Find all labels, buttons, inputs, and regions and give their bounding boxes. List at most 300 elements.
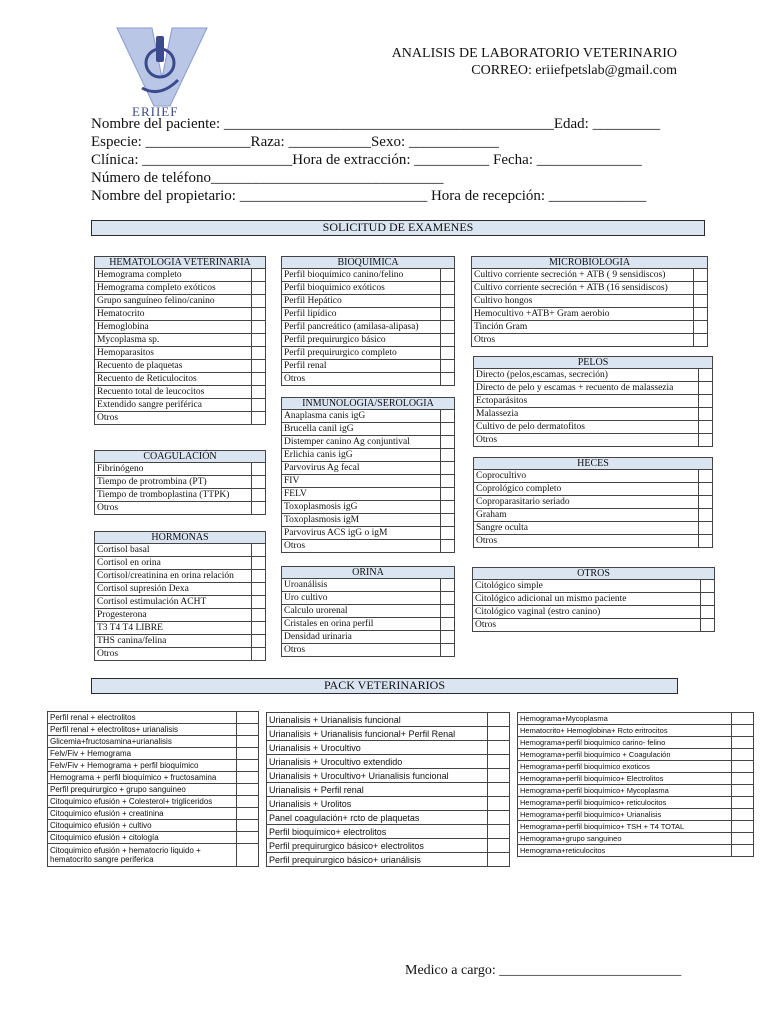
exam-row xyxy=(282,436,455,449)
exam-checkbox[interactable] xyxy=(440,605,454,618)
pack-row xyxy=(267,853,510,867)
section-coagulacion xyxy=(94,450,266,515)
exam-row xyxy=(95,544,266,557)
exam-checkbox[interactable] xyxy=(251,347,265,360)
species-line[interactable]: Especie: ______________Raza: ___________Sexo: ____________ xyxy=(91,134,499,150)
exam-row xyxy=(473,619,715,632)
exam-label: Mycoplasma sp. xyxy=(95,334,252,347)
exam-row xyxy=(473,606,715,619)
exam-row xyxy=(474,382,713,395)
exam-checkbox[interactable] xyxy=(251,635,265,648)
exam-checkbox[interactable] xyxy=(251,386,265,399)
exam-checkbox[interactable] xyxy=(440,308,454,321)
pack-row xyxy=(48,832,259,844)
exam-row xyxy=(282,347,455,360)
exam-checkbox[interactable] xyxy=(251,622,265,635)
pack-checkbox[interactable] xyxy=(488,825,510,839)
pack-checkbox[interactable] xyxy=(732,833,754,845)
pack-label: Citoquimico efusión + Colesterol+ trigliceridos xyxy=(48,796,237,808)
exam-row xyxy=(95,635,266,648)
exam-checkbox[interactable] xyxy=(693,308,707,321)
exam-row xyxy=(95,476,266,489)
exam-label: Otros xyxy=(473,619,701,632)
pack-row xyxy=(518,737,754,749)
exam-row xyxy=(95,282,266,295)
exam-row xyxy=(474,395,713,408)
pack-row xyxy=(267,713,510,727)
exam-checkbox[interactable] xyxy=(251,334,265,347)
exam-row xyxy=(282,282,455,295)
pack-row xyxy=(267,755,510,769)
pack-row xyxy=(518,833,754,845)
document-title: ANALISIS DE LABORATORIO VETERINARIO xyxy=(391,46,677,61)
exam-checkbox[interactable] xyxy=(251,557,265,570)
exam-checkbox[interactable] xyxy=(251,399,265,412)
section-hormonas xyxy=(94,531,266,661)
exam-checkbox[interactable] xyxy=(441,540,455,553)
exam-row xyxy=(95,609,266,622)
exam-checkbox[interactable] xyxy=(251,295,265,308)
pack-checkbox[interactable] xyxy=(237,712,259,724)
exam-checkbox[interactable] xyxy=(440,321,454,334)
pack-row xyxy=(518,725,754,737)
exam-label: Uroanálisis xyxy=(282,579,441,592)
exam-checkbox[interactable] xyxy=(440,579,454,592)
exam-label: Cristales en orina perfil xyxy=(282,618,441,631)
pack-checkbox[interactable] xyxy=(732,845,754,857)
pack-checkbox[interactable] xyxy=(488,783,510,797)
exam-checkbox[interactable] xyxy=(700,593,714,606)
exam-row xyxy=(474,522,713,535)
exam-row xyxy=(282,269,455,282)
exam-label: Hemoparasitos xyxy=(95,347,252,360)
exam-label: Coprocultivo xyxy=(474,470,699,483)
exam-checkbox[interactable] xyxy=(440,282,454,295)
pack-row xyxy=(48,772,259,784)
exam-row xyxy=(472,308,708,321)
lab-logo xyxy=(112,18,212,118)
exam-checkbox[interactable] xyxy=(251,360,265,373)
pack-row xyxy=(48,724,259,736)
section-heces xyxy=(473,457,713,548)
exam-row xyxy=(474,509,713,522)
exam-row xyxy=(282,527,455,540)
exam-row xyxy=(95,570,266,583)
pack-checkbox[interactable] xyxy=(732,725,754,737)
exam-label: Otros xyxy=(474,434,699,447)
pack-label: Citoquimico efusión + creatinina xyxy=(48,808,237,820)
pack-checkbox[interactable] xyxy=(488,853,510,867)
section-title: OTROS xyxy=(473,568,715,580)
exam-row xyxy=(282,605,455,618)
exam-label: Perfil bioquímico exóticos xyxy=(282,282,441,295)
exam-label: Hemograma completo xyxy=(95,269,252,282)
exam-checkbox[interactable] xyxy=(699,395,713,408)
exam-label: Cortisol supresión Dexa xyxy=(95,583,252,596)
pack-label: Hemograma+perfil bioquímico+ Electrolitos xyxy=(518,773,732,785)
pack-label: Glicemia+fructosamina+urianalisis xyxy=(48,736,237,748)
exam-label: Otros xyxy=(474,535,699,548)
exam-checkbox[interactable] xyxy=(698,522,712,535)
pack-checkbox[interactable] xyxy=(488,839,510,853)
pack-label: Citoquimico efusión + cultivo xyxy=(48,820,237,832)
exam-label: Tinción Gram xyxy=(472,321,694,334)
pack-label: Urianalisis + Urocultivo xyxy=(267,741,488,755)
exam-checkbox[interactable] xyxy=(251,412,265,425)
pack-label: Hemograma+reticulocitos xyxy=(518,845,732,857)
exam-row xyxy=(282,410,455,423)
exam-checkbox[interactable] xyxy=(440,269,454,282)
pack-row xyxy=(518,797,754,809)
exam-label: Otros xyxy=(95,648,252,661)
exam-checkbox[interactable] xyxy=(440,347,454,360)
exam-checkbox[interactable] xyxy=(251,321,265,334)
pack-label: Urianalisis + Perfil renal xyxy=(267,783,488,797)
exam-checkbox[interactable] xyxy=(440,373,454,386)
exam-row xyxy=(282,321,455,334)
pack-row xyxy=(267,811,510,825)
exam-row xyxy=(473,580,715,593)
exam-label: Otros xyxy=(282,644,441,657)
section-title: ORINA xyxy=(282,567,455,579)
pack-label: Hemograma+perfil bioquímico+ Mycoplasma xyxy=(518,785,732,797)
exam-label: Brucella canil igG xyxy=(282,423,441,436)
exam-label: Extendido sangre periférica xyxy=(95,399,252,412)
section-title: COAGULACIÓN xyxy=(95,451,266,463)
exam-checkbox[interactable] xyxy=(440,360,454,373)
exam-label: Perfil prequirurgico básico xyxy=(282,334,441,347)
pack-label: Perfil bioquímico+ electrolitos xyxy=(267,825,488,839)
exam-row xyxy=(95,489,266,502)
exam-label: Cultivo hongos xyxy=(472,295,694,308)
exam-row xyxy=(282,308,455,321)
pack-checkbox[interactable] xyxy=(488,713,510,727)
pack-column-3 xyxy=(517,712,754,857)
exam-row xyxy=(474,535,713,548)
pack-row xyxy=(518,713,754,725)
pack-checkbox[interactable] xyxy=(237,748,259,760)
exam-label: Tiempo de tromboplastina (TTPK) xyxy=(95,489,252,502)
pack-checkbox[interactable] xyxy=(732,785,754,797)
pack-label: Hemograma+perfil bioquímico exoticos xyxy=(518,761,732,773)
owner-line[interactable]: Nombre del propietario: _________________________ Hora de recepción: _____________ xyxy=(91,188,647,204)
exam-checkbox[interactable] xyxy=(699,382,713,395)
section-title: MICROBIOLOGIA xyxy=(472,257,708,269)
section-title: BIOQUIMICA xyxy=(282,257,455,269)
exam-label: Fibrinógeno xyxy=(95,463,252,476)
exam-label: Recuento de plaquetas xyxy=(95,360,252,373)
exam-row xyxy=(474,496,713,509)
exam-label: Cultivo corriente secreción + ATB ( 9 sensidiscos) xyxy=(472,269,694,282)
exam-checkbox[interactable] xyxy=(441,436,455,449)
exam-checkbox[interactable] xyxy=(699,421,713,434)
exam-row xyxy=(474,369,713,382)
exam-label: Cortisol/creatinina en orina relación xyxy=(95,570,252,583)
exam-label: Hemograma completo exóticos xyxy=(95,282,252,295)
exam-label: Calculo urorenal xyxy=(282,605,441,618)
exam-label: Otros xyxy=(282,373,441,386)
exam-label: Erlichia canis igG xyxy=(282,449,441,462)
pack-checkbox[interactable] xyxy=(732,809,754,821)
pack-label: Felv/Fiv + Hemograma + perfil bioquímico xyxy=(48,760,237,772)
exam-label: Directo (pelos,escamas, secreción) xyxy=(474,369,699,382)
pack-label: Hemograma+grupo sanguineo xyxy=(518,833,732,845)
exam-label: Perfil pancreático (amilasa-alipasa) xyxy=(282,321,441,334)
exam-label: T3 T4 T4 LIBRE xyxy=(95,622,252,635)
pack-checkbox[interactable] xyxy=(237,772,259,784)
exam-checkbox[interactable] xyxy=(441,423,455,436)
exam-row xyxy=(95,463,266,476)
exam-row xyxy=(474,421,713,434)
exam-row xyxy=(95,321,266,334)
exam-checkbox[interactable] xyxy=(251,648,265,661)
pack-label: Perfil prequirurgico básico+ electrolitos xyxy=(267,839,488,853)
exam-checkbox[interactable] xyxy=(698,483,712,496)
exam-checkbox[interactable] xyxy=(440,644,454,657)
exam-label: Otros xyxy=(472,334,694,347)
pack-row xyxy=(48,712,259,724)
pack-row xyxy=(48,808,259,820)
exam-row xyxy=(474,483,713,496)
exam-label: Progesterona xyxy=(95,609,252,622)
exam-row xyxy=(95,347,266,360)
pack-checkbox[interactable] xyxy=(732,713,754,725)
exam-checkbox[interactable] xyxy=(441,514,455,527)
pack-checkbox[interactable] xyxy=(237,844,259,867)
exam-label: Toxoplasmosis igM xyxy=(282,514,441,527)
exam-row xyxy=(473,593,715,606)
exam-checkbox[interactable] xyxy=(441,410,455,423)
exam-checkbox[interactable] xyxy=(700,606,714,619)
exam-row xyxy=(282,644,455,657)
exam-row xyxy=(472,321,708,334)
phone-line[interactable]: Número de teléfono_______________________________ xyxy=(91,170,444,186)
pack-checkbox[interactable] xyxy=(488,741,510,755)
exam-checkbox[interactable] xyxy=(698,470,712,483)
exam-checkbox[interactable] xyxy=(251,282,265,295)
exam-row xyxy=(282,579,455,592)
pack-label: Perfil renal + electrolitos+ urianalisis xyxy=(48,724,237,736)
pack-label: Urianalisis + Urolitos xyxy=(267,797,488,811)
pack-column-1 xyxy=(47,711,259,867)
exam-checkbox[interactable] xyxy=(441,475,455,488)
pack-row xyxy=(518,809,754,821)
pack-label: Citoquimico efusión + citología xyxy=(48,832,237,844)
exam-checkbox[interactable] xyxy=(251,308,265,321)
exam-row xyxy=(282,618,455,631)
pack-checkbox[interactable] xyxy=(237,796,259,808)
exam-checkbox[interactable] xyxy=(441,462,455,475)
exam-checkbox[interactable] xyxy=(698,509,712,522)
pack-checkbox[interactable] xyxy=(488,811,510,825)
pack-label: Citoquimico efusión + hematocrio liquido + hematocrito sangre periferica xyxy=(48,844,237,867)
exam-label: Malassezia xyxy=(474,408,699,421)
exam-checkbox[interactable] xyxy=(693,269,707,282)
exam-label: Parvovirus ACS igG o igM xyxy=(282,527,441,540)
exam-label: FIV xyxy=(282,475,441,488)
exam-checkbox[interactable] xyxy=(251,269,265,282)
pack-checkbox[interactable] xyxy=(488,727,510,741)
exam-label: Coproparasitario seriado xyxy=(474,496,699,509)
exam-row xyxy=(282,449,455,462)
pack-checkbox[interactable] xyxy=(237,808,259,820)
pack-row xyxy=(48,736,259,748)
pack-checkbox[interactable] xyxy=(237,832,259,844)
pack-label: Hematocrito+ Hemoglobina+ Rcto eritrocitos xyxy=(518,725,732,737)
exam-checkbox[interactable] xyxy=(251,570,265,583)
exam-label: Cultivo corriente secreción + ATB (16 sensidiscos) xyxy=(472,282,694,295)
pack-checkbox[interactable] xyxy=(488,797,510,811)
exam-checkbox[interactable] xyxy=(441,488,455,501)
pack-row xyxy=(267,727,510,741)
exam-checkbox[interactable] xyxy=(440,618,454,631)
pack-checkbox[interactable] xyxy=(237,724,259,736)
pack-checkbox[interactable] xyxy=(732,773,754,785)
doctor-in-charge-line[interactable]: Medico a cargo: __________________________ xyxy=(405,963,682,978)
pack-row xyxy=(518,773,754,785)
exam-checkbox[interactable] xyxy=(251,596,265,609)
pack-column-2 xyxy=(266,712,510,867)
exam-label: Hemoglobina xyxy=(95,321,252,334)
exam-label: Sangre oculta xyxy=(474,522,699,535)
pack-checkbox[interactable] xyxy=(732,761,754,773)
pack-row xyxy=(48,760,259,772)
exam-label: Grupo sanguíneo felino/canino xyxy=(95,295,252,308)
section-title: HECES xyxy=(474,458,713,470)
pack-checkbox[interactable] xyxy=(237,820,259,832)
section-hematologia xyxy=(94,256,266,425)
exam-checkbox[interactable] xyxy=(700,619,714,632)
pack-row xyxy=(267,825,510,839)
exam-checkbox[interactable] xyxy=(252,502,266,515)
exam-label: Cortisol estimulación ACHT xyxy=(95,596,252,609)
exam-label: Ectoparásitos xyxy=(474,395,699,408)
pack-checkbox[interactable] xyxy=(488,769,510,783)
exam-checkbox[interactable] xyxy=(699,434,713,447)
exam-row xyxy=(95,308,266,321)
section-title: PELOS xyxy=(474,357,713,369)
exam-checkbox[interactable] xyxy=(440,631,454,644)
exam-row xyxy=(282,334,455,347)
exam-checkbox[interactable] xyxy=(251,544,265,557)
exam-label: Graham xyxy=(474,509,699,522)
pack-label: Urianalisis + Urocultivo extendido xyxy=(267,755,488,769)
exam-row xyxy=(95,269,266,282)
exam-row xyxy=(282,423,455,436)
exam-row xyxy=(282,295,455,308)
exam-checkbox[interactable] xyxy=(252,489,266,502)
exam-row xyxy=(282,540,455,553)
exam-checkbox[interactable] xyxy=(441,501,455,514)
pack-checkbox[interactable] xyxy=(488,755,510,769)
exam-label: THS canina/felina xyxy=(95,635,252,648)
exam-label: Citológico adicional un mismo paciente xyxy=(473,593,701,606)
exam-checkbox[interactable] xyxy=(251,583,265,596)
pack-label: Hemograma + perfil bioquímico + fructosamina xyxy=(48,772,237,784)
exam-checkbox[interactable] xyxy=(699,408,713,421)
pack-label: Urianalisis + Urocultivo+ Urianalisis funcional xyxy=(267,769,488,783)
exam-checkbox[interactable] xyxy=(440,334,454,347)
exam-checkbox[interactable] xyxy=(700,580,714,593)
exam-row xyxy=(282,488,455,501)
exam-label: Cultivo de pelo dermatofitos xyxy=(474,421,699,434)
pack-row xyxy=(267,839,510,853)
pack-row xyxy=(48,820,259,832)
exam-label: Perfil bioquímico canino/felino xyxy=(282,269,441,282)
pack-title: PACK VETERINARIOS xyxy=(91,678,678,694)
exam-checkbox[interactable] xyxy=(698,496,712,509)
exam-label: Directo de pelo y escamas + recuento de malassezia xyxy=(474,382,699,395)
pack-label: Hemograma+perfil bioquímico+ TSH + T4 TOTAL xyxy=(518,821,732,833)
exam-checkbox[interactable] xyxy=(693,334,707,347)
section-title: HORMONAS xyxy=(95,532,266,544)
pack-checkbox[interactable] xyxy=(237,784,259,796)
pack-row xyxy=(48,748,259,760)
pack-checkbox[interactable] xyxy=(237,760,259,772)
exam-label: Tiempo de protrombina (PT) xyxy=(95,476,252,489)
exam-checkbox[interactable] xyxy=(252,476,266,489)
pack-checkbox[interactable] xyxy=(732,749,754,761)
exam-label: Perfil Hepático xyxy=(282,295,441,308)
logo-text: ERIIEF xyxy=(132,104,179,119)
exam-checkbox[interactable] xyxy=(440,295,454,308)
exam-checkbox[interactable] xyxy=(699,369,713,382)
clinic-line[interactable]: Clínica: ____________________Hora de extracción: __________ Fecha: ______________ xyxy=(91,152,642,168)
pack-row xyxy=(518,785,754,797)
exam-row xyxy=(95,648,266,661)
exam-label: Perfil renal xyxy=(282,360,441,373)
pack-checkbox[interactable] xyxy=(237,736,259,748)
exam-row xyxy=(474,434,713,447)
pack-row xyxy=(518,749,754,761)
pack-checkbox[interactable] xyxy=(732,821,754,833)
exam-label: Distemper canino Ag conjuntival xyxy=(282,436,441,449)
exam-row xyxy=(472,295,708,308)
exam-row xyxy=(95,334,266,347)
exam-checkbox[interactable] xyxy=(251,373,265,386)
patient-name-line[interactable]: Nombre del paciente: ____________________________________________Edad: _________ xyxy=(91,116,661,132)
pack-checkbox[interactable] xyxy=(732,737,754,749)
pack-label: Perfil prequirurgico + grupo sanguineo xyxy=(48,784,237,796)
exam-checkbox[interactable] xyxy=(441,449,455,462)
pack-label: Hemograma+Mycoplasma xyxy=(518,713,732,725)
exam-label: Densidad urinaria xyxy=(282,631,441,644)
exam-checkbox[interactable] xyxy=(693,321,707,334)
solicitud-title: SOLICITUD DE EXAMENES xyxy=(91,220,705,236)
exam-row xyxy=(474,408,713,421)
exam-row xyxy=(282,360,455,373)
exam-label: Toxoplasmosis igG xyxy=(282,501,441,514)
exam-label: Otros xyxy=(95,412,252,425)
exam-label: Cortisol en orina xyxy=(95,557,252,570)
exam-row xyxy=(474,470,713,483)
exam-checkbox[interactable] xyxy=(441,527,455,540)
exam-checkbox[interactable] xyxy=(440,592,454,605)
exam-checkbox[interactable] xyxy=(252,463,266,476)
exam-row xyxy=(95,373,266,386)
exam-checkbox[interactable] xyxy=(693,282,707,295)
exam-checkbox[interactable] xyxy=(698,535,712,548)
pack-checkbox[interactable] xyxy=(732,797,754,809)
exam-label: Perfil lipídico xyxy=(282,308,441,321)
exam-label: Hemocultivo +ATB+ Gram aerobio xyxy=(472,308,694,321)
exam-checkbox[interactable] xyxy=(251,609,265,622)
pack-row xyxy=(518,821,754,833)
exam-checkbox[interactable] xyxy=(693,295,707,308)
exam-row xyxy=(95,386,266,399)
section-inmunologia xyxy=(281,397,455,553)
exam-row xyxy=(95,583,266,596)
